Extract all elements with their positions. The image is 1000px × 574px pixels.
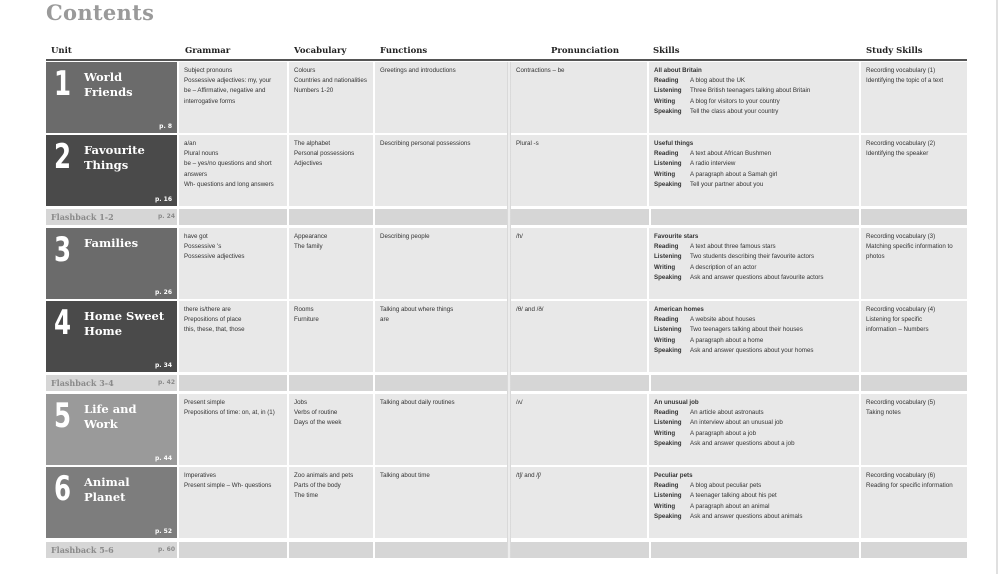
skill-text: A paragraph about a job <box>690 429 757 437</box>
study-cell <box>861 62 967 133</box>
study-line: Recording vocabulary (5) <box>866 399 936 406</box>
skill-text: A paragraph about a Samah girl <box>690 170 778 178</box>
flashback-divider <box>373 542 375 558</box>
grammar-line: Plural nouns <box>184 150 219 158</box>
grammar-line: Possessive 's <box>184 243 222 251</box>
skill-label: Reading <box>654 150 679 158</box>
flashback-page: p. 24 <box>158 213 176 220</box>
vocabulary-cell <box>289 467 373 538</box>
skill-text: A teenager talking about his pet <box>690 492 777 500</box>
header-pronunciation: Pronunciation <box>551 46 619 56</box>
skills-speaking <box>654 180 854 190</box>
skill-label: Speaking <box>654 346 682 354</box>
flashback-divider <box>649 542 651 558</box>
skill-text: A radio interview <box>690 160 736 168</box>
flashback-divider <box>287 209 289 225</box>
grammar-cell <box>179 467 287 538</box>
header-rule <box>46 59 967 61</box>
vocabulary-line: Personal possessions <box>294 150 355 158</box>
grammar-cell <box>179 228 287 299</box>
functions-line: Describing personal possessions <box>380 140 471 147</box>
vocabulary-line: Appearance <box>294 233 328 240</box>
flashback-divider <box>859 209 861 225</box>
unit-page: p. 8 <box>159 123 172 130</box>
vocabulary-line: Parts of the body <box>294 482 341 490</box>
skills-cell <box>649 467 859 538</box>
study-line: Recording vocabulary (4) <box>866 306 936 313</box>
grammar-cell <box>179 301 287 372</box>
vocabulary-line: The time <box>294 492 319 500</box>
vocabulary-cell <box>289 62 373 133</box>
skill-label: Listening <box>654 326 682 334</box>
flashback-divider <box>649 375 651 391</box>
skills-writing <box>654 502 854 512</box>
flashback-page: p. 42 <box>158 379 176 386</box>
skills-listening <box>654 418 854 428</box>
unit-number: 6 <box>54 469 72 509</box>
skill-text: A website about houses <box>690 316 756 324</box>
vocabulary-line: Furniture <box>294 316 319 324</box>
pronunciation-cell <box>511 467 647 538</box>
vocabulary-line: The family <box>294 243 323 251</box>
skill-text: A text about three famous stars <box>690 243 776 251</box>
skills-cell <box>649 135 859 206</box>
skills-cell <box>649 301 859 372</box>
skills-speaking <box>654 439 854 449</box>
skill-text: Three British teenagers talking about Britain <box>690 87 811 95</box>
skill-text: Two teenagers talking about their houses <box>690 326 803 334</box>
study-cell <box>861 135 967 206</box>
unit-name: Families <box>84 236 139 250</box>
study-cell <box>861 301 967 372</box>
flashback-divider <box>177 209 179 225</box>
functions-line: Talking about where things <box>380 306 454 313</box>
skills-listening <box>654 491 854 501</box>
skills-title: Peculiar pets <box>654 472 693 479</box>
grammar-line: Imperatives <box>184 472 216 479</box>
header-grammar: Grammar <box>185 46 231 56</box>
vocabulary-line: Zoo animals and pets <box>294 472 354 479</box>
study-line: Listening for specific <box>866 316 923 324</box>
unit-row <box>0 62 1000 133</box>
skills-writing <box>654 97 854 107</box>
table-header <box>0 46 1000 58</box>
flashback-divider <box>287 375 289 391</box>
skills-listening <box>654 252 854 262</box>
skills-writing <box>654 263 854 273</box>
unit-name: World Friends <box>84 70 133 99</box>
skills-cell <box>649 228 859 299</box>
skills-speaking <box>654 273 854 283</box>
unit-row <box>0 467 1000 538</box>
pronunciation-line: Contractions – be <box>516 67 565 74</box>
unit-block <box>46 62 177 133</box>
vocabulary-line: Adjectives <box>294 160 323 168</box>
vocabulary-line: Colours <box>294 67 316 74</box>
skill-text: Ask and answer questions about animals <box>690 512 803 520</box>
skill-label: Speaking <box>654 180 682 188</box>
unit-row <box>0 394 1000 465</box>
flashback-page: p. 60 <box>158 546 176 553</box>
unit-number: 3 <box>54 230 72 270</box>
skill-text: A blog about peculiar pets <box>690 482 762 490</box>
skill-label: Speaking <box>654 512 682 520</box>
skill-label: Reading <box>654 77 679 85</box>
grammar-cell <box>179 394 287 465</box>
skill-text: Ask and answer questions about a job <box>690 439 795 447</box>
vocabulary-cell <box>289 301 373 372</box>
vocabulary-line: The alphabet <box>294 140 331 147</box>
flashback-divider <box>859 542 861 558</box>
grammar-line: Prepositions of place <box>184 316 242 324</box>
skills-reading <box>654 149 854 159</box>
study-cell <box>861 228 967 299</box>
skill-label: Writing <box>654 336 676 344</box>
header-study-skills: Study Skills <box>866 46 923 56</box>
unit-block <box>46 301 177 372</box>
skill-label: Writing <box>654 170 676 178</box>
skill-text: A blog about the UK <box>690 77 746 85</box>
functions-line: Greetings and introductions <box>380 67 456 74</box>
skill-label: Reading <box>654 316 679 324</box>
flashback-divider <box>177 375 179 391</box>
functions-cell <box>375 301 507 372</box>
unit-number: 1 <box>54 64 72 104</box>
grammar-cell <box>179 135 287 206</box>
flashback-divider <box>177 542 179 558</box>
study-line: Recording vocabulary (2) <box>866 140 936 147</box>
unit-row <box>0 228 1000 299</box>
unit-page: p. 26 <box>154 289 172 296</box>
study-line: Matching specific information to <box>866 243 953 251</box>
flashback-title: Flashback 1-2 <box>51 212 114 222</box>
grammar-line: Present simple – Wh- questions <box>184 482 272 490</box>
skills-cell <box>649 394 859 465</box>
grammar-line: Wh- questions and long answers <box>184 180 274 188</box>
header-unit: Unit <box>51 46 72 56</box>
flashback-divider <box>859 375 861 391</box>
vocabulary-cell <box>289 394 373 465</box>
skills-title: An unusual job <box>654 399 699 406</box>
pronunciation-line: /h/ <box>516 233 523 240</box>
unit-number: 2 <box>54 137 72 177</box>
skill-label: Writing <box>654 429 676 437</box>
pronunciation-cell <box>511 394 647 465</box>
functions-cell <box>375 467 507 538</box>
skills-title: Favourite stars <box>654 233 699 240</box>
skill-text: Tell your partner about you <box>690 180 764 188</box>
skill-label: Reading <box>654 482 679 490</box>
skill-label: Listening <box>654 160 682 168</box>
unit-block <box>46 135 177 206</box>
skill-label: Reading <box>654 409 679 417</box>
skill-text: Two students describing their favourite actors <box>690 253 815 261</box>
flashback-title: Flashback 3-4 <box>51 378 114 388</box>
unit-block <box>46 467 177 538</box>
functions-line: Talking about daily routines <box>380 399 455 406</box>
skill-text: A description of an actor <box>690 263 757 271</box>
skill-label: Speaking <box>654 107 682 115</box>
study-line: Recording vocabulary (6) <box>866 472 936 479</box>
pronunciation-cell <box>511 228 647 299</box>
skill-label: Writing <box>654 97 676 105</box>
page-edge <box>996 0 998 574</box>
book-spine <box>507 62 511 558</box>
study-line: Recording vocabulary (3) <box>866 233 936 240</box>
skills-reading <box>654 242 854 252</box>
unit-block <box>46 394 177 465</box>
skills-title: Useful things <box>654 140 694 147</box>
unit-block <box>46 228 177 299</box>
unit-page: p. 52 <box>154 528 172 535</box>
study-line: Identifying the topic of a text <box>866 77 944 85</box>
grammar-line: Possessive adjectives <box>184 253 245 261</box>
skill-text: An article about astronauts <box>690 409 764 417</box>
study-line: photos <box>866 253 885 261</box>
skills-writing <box>654 170 854 180</box>
study-line: Identifying the speaker <box>866 150 929 158</box>
unit-name: Animal Planet <box>84 475 130 504</box>
page-title: Contents <box>46 0 155 25</box>
unit-name: Home Sweet Home <box>84 309 165 338</box>
skills-writing <box>654 336 854 346</box>
flashback-divider <box>373 209 375 225</box>
functions-line: Talking about time <box>380 472 430 479</box>
unit-page: p. 44 <box>154 455 172 462</box>
grammar-line: a/an <box>184 140 197 147</box>
skill-label: Listening <box>654 253 682 261</box>
vocabulary-line: Rooms <box>294 306 314 313</box>
skills-listening <box>654 159 854 169</box>
grammar-line: interrogative forms <box>184 97 236 105</box>
study-cell <box>861 467 967 538</box>
skill-label: Listening <box>654 419 682 427</box>
functions-cell <box>375 62 507 133</box>
grammar-line: answers <box>184 170 208 178</box>
grammar-line: Present simple <box>184 399 225 406</box>
skills-reading <box>654 76 854 86</box>
vocabulary-line: Numbers 1-20 <box>294 87 334 95</box>
grammar-line: Subject pronouns <box>184 67 233 74</box>
unit-number: 5 <box>54 396 72 436</box>
skills-cell <box>649 62 859 133</box>
skills-reading <box>654 408 854 418</box>
header-functions: Functions <box>380 46 428 56</box>
vocabulary-line: Jobs <box>294 399 308 406</box>
pronunciation-cell <box>511 135 647 206</box>
unit-page: p. 34 <box>154 362 172 369</box>
skill-text: Ask and answer questions about your homes <box>690 346 814 354</box>
study-line: Reading for specific information <box>866 482 953 490</box>
vocabulary-cell <box>289 135 373 206</box>
flashback-title: Flashback 5-6 <box>51 545 114 555</box>
pronunciation-line: /tʃ/ and /ʃ/ <box>516 472 542 479</box>
grammar-line: there is/there are <box>184 306 231 313</box>
skills-writing <box>654 429 854 439</box>
pronunciation-cell <box>511 301 647 372</box>
unit-page: p. 16 <box>154 196 172 203</box>
study-line: Recording vocabulary (1) <box>866 67 936 74</box>
skills-reading <box>654 315 854 325</box>
grammar-line: this, these, that, those <box>184 326 245 334</box>
grammar-line: be – yes/no questions and short <box>184 160 272 168</box>
functions-cell <box>375 394 507 465</box>
skill-label: Speaking <box>654 273 682 281</box>
skill-text: A paragraph about an animal <box>690 502 770 510</box>
skill-label: Reading <box>654 243 679 251</box>
unit-number: 4 <box>54 303 72 343</box>
pronunciation-line: Plural -s <box>516 140 539 147</box>
functions-line: Describing people <box>380 233 430 240</box>
header-vocabulary: Vocabulary <box>294 46 347 56</box>
grammar-line: Possessive adjectives: my, your <box>184 77 272 85</box>
unit-name: Favourite Things <box>84 143 145 172</box>
skills-speaking <box>654 512 854 522</box>
study-line: Taking notes <box>866 409 901 417</box>
grammar-line: Prepositions of time: on, at, in (1) <box>184 409 275 417</box>
unit-row <box>0 135 1000 206</box>
flashback-divider <box>649 209 651 225</box>
study-cell <box>861 394 967 465</box>
skills-reading <box>654 481 854 491</box>
vocabulary-cell <box>289 228 373 299</box>
skill-text: A text about African Bushmen <box>690 150 772 158</box>
vocabulary-line: Verbs of routine <box>294 409 338 417</box>
skill-label: Listening <box>654 492 682 500</box>
grammar-line: have got <box>184 233 208 240</box>
skills-speaking <box>654 346 854 356</box>
skills-listening <box>654 325 854 335</box>
skill-text: Ask and answer questions about favourite actors <box>690 273 824 281</box>
vocabulary-line: Countries and nationalities <box>294 77 367 85</box>
functions-cell <box>375 228 507 299</box>
study-line: information – Numbers <box>866 326 929 334</box>
pronunciation-line: /ʌ/ <box>516 399 523 406</box>
skills-title: All about Britain <box>654 67 702 74</box>
grammar-cell <box>179 62 287 133</box>
flashback-divider <box>373 375 375 391</box>
skill-text: A blog for visitors to your country <box>690 97 780 105</box>
pronunciation-line: /θ/ and /ð/ <box>516 306 544 313</box>
skills-speaking <box>654 107 854 117</box>
skills-listening <box>654 86 854 96</box>
unit-row <box>0 301 1000 372</box>
header-skills: Skills <box>653 46 680 56</box>
skill-text: A paragraph about a home <box>690 336 764 344</box>
grammar-line: be – Affirmative, negative and <box>184 87 266 95</box>
functions-line: are <box>380 316 389 324</box>
vocabulary-line: Days of the week <box>294 419 342 427</box>
functions-cell <box>375 135 507 206</box>
skill-label: Writing <box>654 502 676 510</box>
pronunciation-cell <box>511 62 647 133</box>
unit-name: Life and Work <box>84 402 137 431</box>
skill-label: Listening <box>654 87 682 95</box>
skill-text: Tell the class about your country <box>690 107 779 115</box>
skill-text: An interview about an unusual job <box>690 419 783 427</box>
skills-title: American homes <box>654 306 704 313</box>
skill-label: Speaking <box>654 439 682 447</box>
flashback-divider <box>287 542 289 558</box>
skill-label: Writing <box>654 263 676 271</box>
